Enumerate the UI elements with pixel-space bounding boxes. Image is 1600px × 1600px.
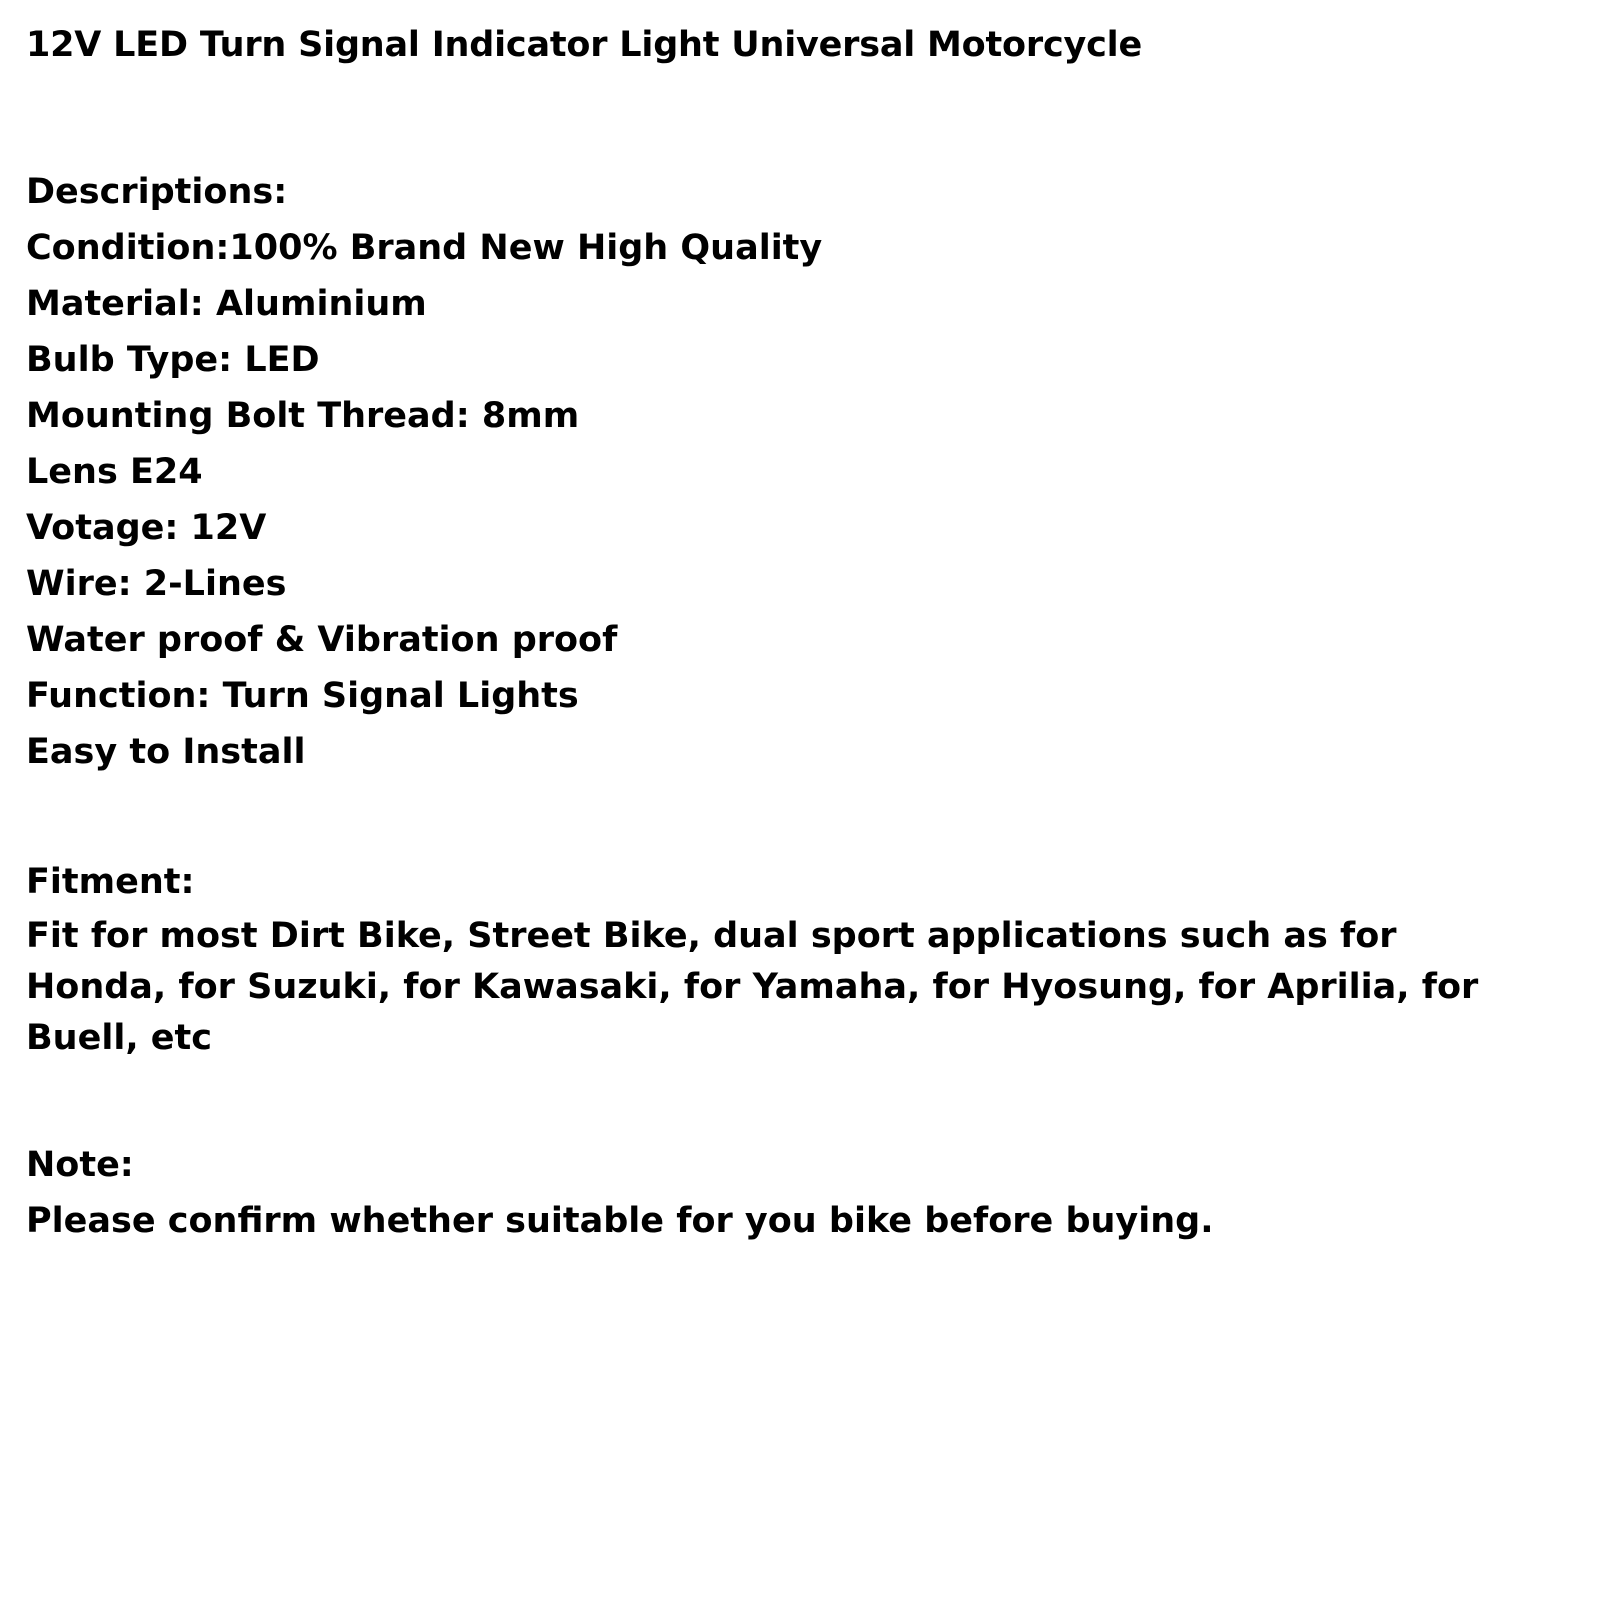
spec-lens: Lens E24 [26,452,203,493]
fitment-section [26,855,1574,1063]
spec-material: Material: Aluminium [26,284,427,325]
descriptions-section [26,165,1574,781]
title-spacer [26,69,1574,165]
descriptions-heading: Descriptions: [26,172,288,213]
spec-votage: Votage: 12V [26,508,267,549]
spec-wire: Wire: 2-Lines [26,564,287,605]
fitment-spacer [26,781,1574,855]
spec-waterproof: Water proof & Vibration proof [26,620,618,661]
note-section [26,1138,1574,1250]
spec-mounting-bolt-thread: Mounting Bolt Thread: 8mm [26,396,580,437]
note-heading: Note: [26,1144,134,1185]
spec-easy-install: Easy to Install [26,732,306,773]
fitment-text: Fit for most Dirt Bike, Street Bike, dual sport applications such as for Honda, for Suzuki, for Kawasaki, for Yamaha, for Hyosung, for Aprilia, for Buell, etc [26,916,1479,1058]
spec-condition: Condition:100% Brand New High Quality [26,228,823,269]
spec-bulb-type: Bulb Type: LED [26,340,320,381]
note-text: Please confirm whether suitable for you bike before buying. [26,1200,1214,1241]
page-title: 12V LED Turn Signal Indicator Light Universal Motorcycle [26,25,1143,65]
note-spacer [26,1064,1574,1138]
spec-function: Function: Turn Signal Lights [26,676,579,717]
fitment-heading: Fitment: [26,862,195,903]
